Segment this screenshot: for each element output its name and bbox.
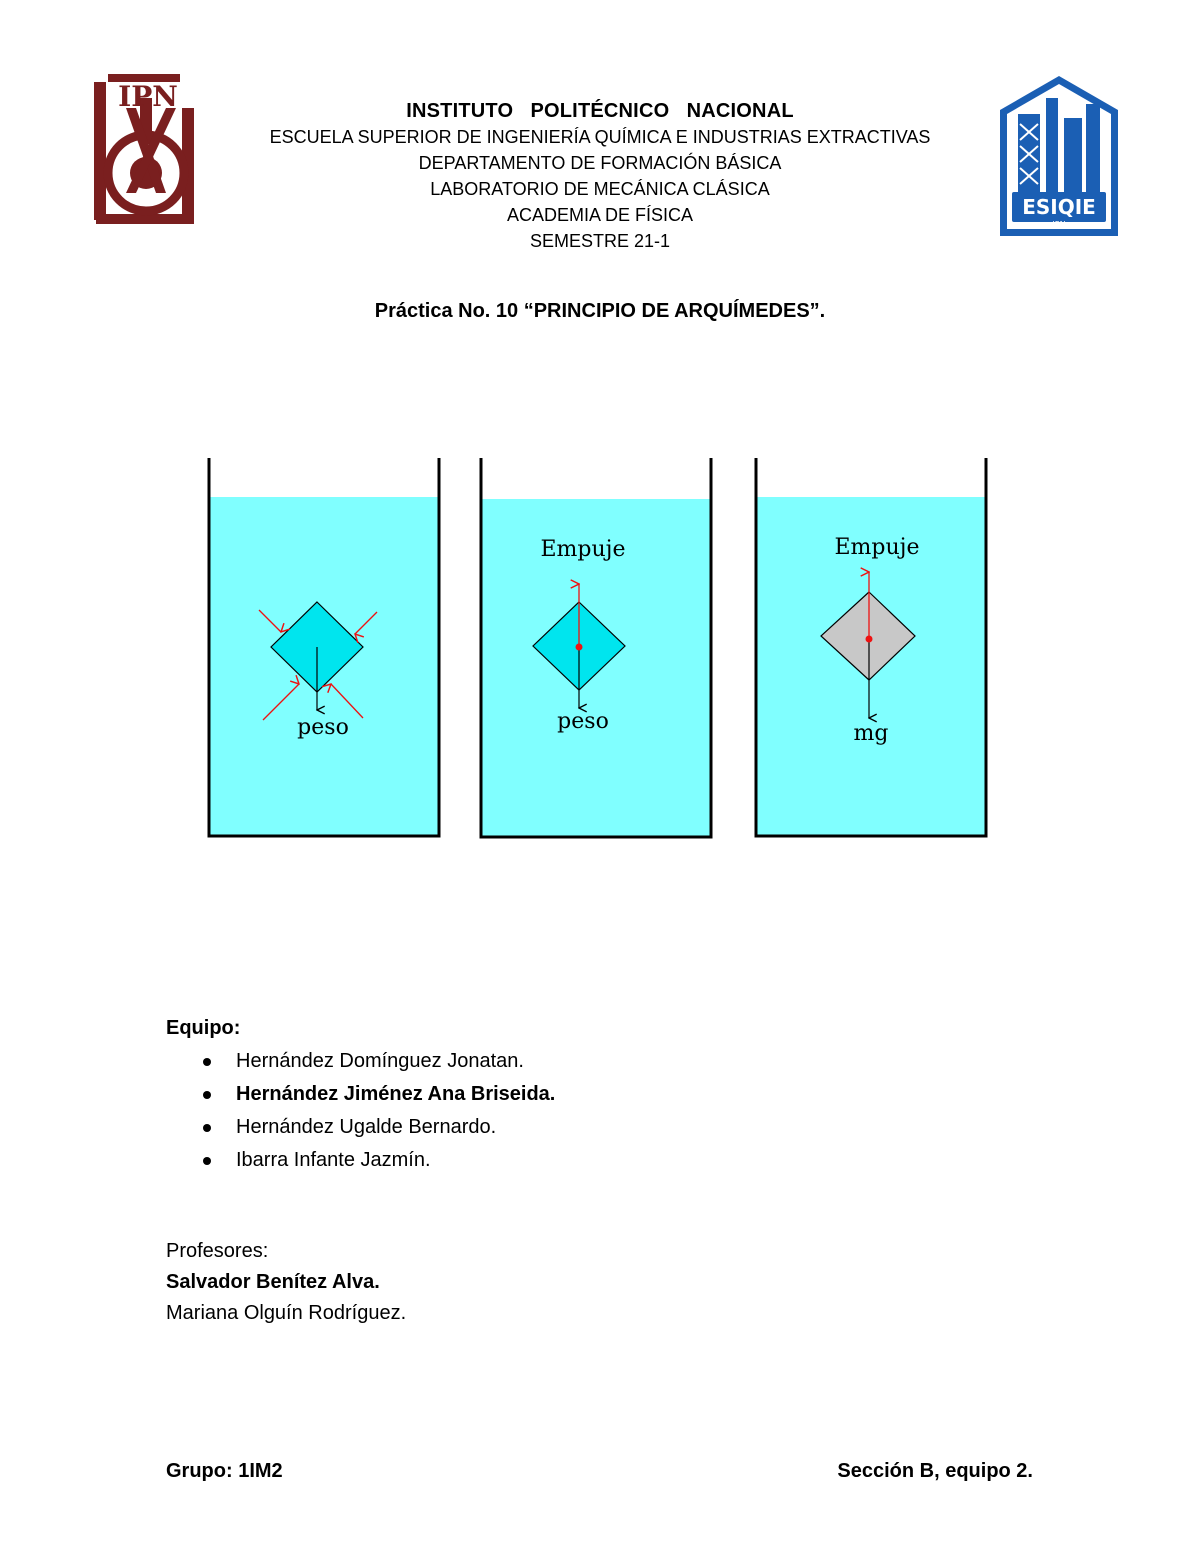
panel-3-top-label: Empuje: [834, 535, 920, 560]
department-name: DEPARTAMENTO DE FORMACIÓN BÁSICA: [418, 153, 782, 173]
ipn-logo-text: IPN: [118, 80, 178, 113]
esiqie-logo-subtext: IPN: [1052, 220, 1066, 229]
team-list: [166, 1045, 555, 1177]
ipn-logo: [86, 68, 204, 230]
school-name: ESCUELA SUPERIOR DE INGENIERÍA QUÍMICA E INDUSTRIAS EXTRACTIVAS: [269, 127, 931, 147]
semester: SEMESTRE 21-1: [529, 231, 671, 251]
page-title: Práctica No. 10 “PRINCIPIO DE ARQUÍMEDES”.: [374, 300, 826, 322]
professor-name: Salvador Benítez Alva.: [166, 1271, 380, 1293]
panel-2-bottom-label: peso: [557, 709, 609, 734]
archimedes-diagram: [195, 450, 1005, 850]
team-label: Equipo:: [166, 1017, 241, 1039]
team-section: [166, 1012, 555, 1177]
professors-section: [166, 1236, 406, 1329]
list-item: Hernández Jiménez Ana Briseida.: [236, 1078, 555, 1111]
document-header: [200, 98, 1000, 254]
professors-label: Profesores:: [166, 1240, 269, 1262]
institution-name: INSTITUTO POLITÉCNICO NACIONAL: [406, 100, 794, 122]
professor-name: Mariana Olguín Rodríguez.: [166, 1302, 407, 1324]
esiqie-logo: [998, 74, 1120, 238]
beaker-1: [209, 458, 439, 836]
beaker-3: [756, 458, 986, 836]
academy-name: ACADEMIA DE FÍSICA: [506, 205, 694, 225]
list-item: Hernández Ugalde Bernardo.: [236, 1111, 555, 1144]
section-label: Sección B, equipo 2.: [837, 1460, 1033, 1482]
panel-2-top-label: Empuje: [540, 537, 626, 562]
group-label: Grupo: 1IM2: [166, 1460, 283, 1482]
list-item: Hernández Domínguez Jonatan.: [236, 1045, 555, 1078]
panel-1-bottom-label: peso: [297, 715, 349, 740]
list-item: Ibarra Infante Jazmín.: [236, 1144, 555, 1177]
laboratory-name: LABORATORIO DE MECÁNICA CLÁSICA: [430, 179, 770, 199]
esiqie-logo-text: ESIQIE: [1022, 195, 1096, 219]
panel-3-bottom-label: mg: [853, 721, 889, 746]
beaker-2: [481, 458, 711, 837]
